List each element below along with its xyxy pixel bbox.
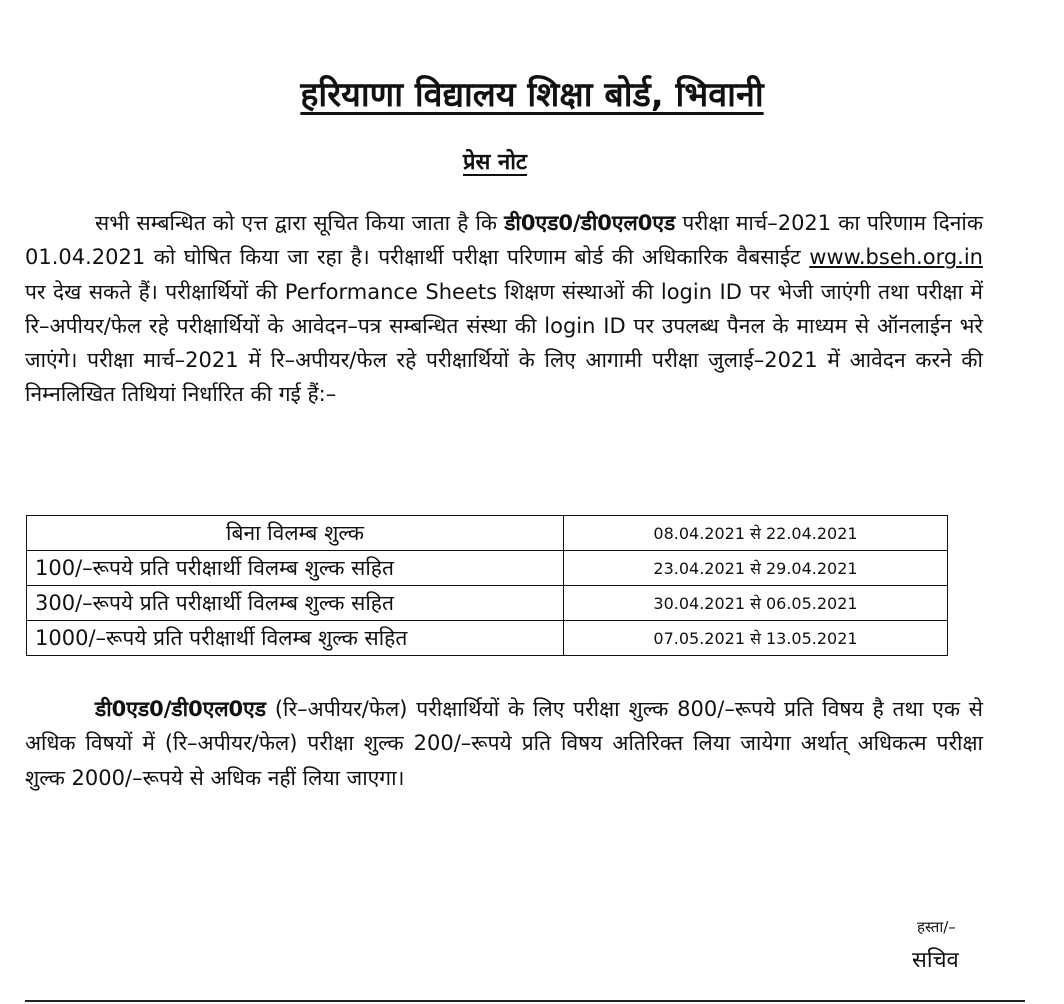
course-name: डी0एड0/डी0एल0एड	[95, 697, 267, 721]
press-note-heading: प्रेस नोट	[462, 150, 528, 175]
course-name: डी0एड0/डी0एल0एड	[504, 211, 676, 235]
table-row	[27, 621, 948, 656]
fee-schedule-table	[26, 515, 948, 656]
date-range-cell: 23.04.2021 से 29.04.2021	[564, 551, 948, 586]
signature-note: हस्ता/–	[917, 918, 956, 936]
paragraph-text: (रि–अपीयर/फेल) परीक्षार्थियों के लिए परीक्षा शुल्क 800/–रूपये प्रति विषय है तथा एक से अधिक विषयों में (रि–अपीयर/फेल) परीक्षा शुल्क 200/–रूपये प्रति विषय अतिरिक्त लिया जायेगा अर्थात् अधिकत्म परीक्षा शुल्क 2000/–रूपये से अधिक नहीं लिया जाएगा।	[25, 697, 983, 790]
date-range-cell: 08.04.2021 से 22.04.2021	[564, 516, 948, 551]
signatory-designation: सचिव	[912, 948, 959, 973]
date-range-cell: 07.05.2021 से 13.05.2021	[564, 621, 948, 656]
board-title: हरियाणा विद्यालय शिक्षा बोर्ड, भिवानी	[300, 75, 764, 115]
bottom-divider	[25, 1000, 1025, 1002]
paragraph-text: परीक्षा मार्च–2021 का परिणाम दिनांक 01.04.2021 को घोषित किया जा रहा है। परीक्षार्थी परीक्षा परिणाम बोर्ड की अधिकारिक वैबसाईट	[25, 211, 984, 270]
fee-category-cell: 1000/–रूपये प्रति परीक्षार्थी विलम्ब शुल्क सहित	[27, 621, 564, 656]
fee-category-cell: 100/–रूपये प्रति परीक्षार्थी विलम्ब शुल्क सहित	[27, 551, 564, 586]
website-link[interactable]: www.bseh.org.in	[809, 245, 983, 270]
table-row	[27, 586, 948, 621]
result-announcement-paragraph	[25, 206, 983, 412]
table-row	[27, 516, 948, 551]
date-range-cell: 30.04.2021 से 06.05.2021	[564, 586, 948, 621]
paragraph-text: सभी सम्बन्धित को एत्त द्वारा सूचित किया जाता है कि	[95, 211, 505, 235]
fee-category-cell: 300/–रूपये प्रति परीक्षार्थी विलम्ब शुल्क सहित	[27, 586, 564, 621]
exam-fee-paragraph	[25, 692, 983, 795]
table-row	[27, 551, 948, 586]
fee-category-cell: बिना विलम्ब शुल्क	[27, 516, 564, 551]
paragraph-text: पर देख सकते हैं। परीक्षार्थियों की Performance Sheets शिक्षण संस्थाओं की login ID पर भेजी जाएंगी तथा परीक्षा में रि–अपीयर/फेल रहे परीक्षार्थियों के आवेदन–पत्र सम्बन्धित संस्था की login ID पर उपलब्ध पैनल के माध्यम से ऑनलाईन भरे जाएंगे। परीक्षा मार्च–2021 में रि–अपीयर/फेल रहे परीक्षार्थियों के लिए आगामी परीक्षा जुलाई–2021 में आवेदन करने की निम्नलिखित तिथियां निर्धारित की गई हैं:–	[25, 279, 983, 407]
